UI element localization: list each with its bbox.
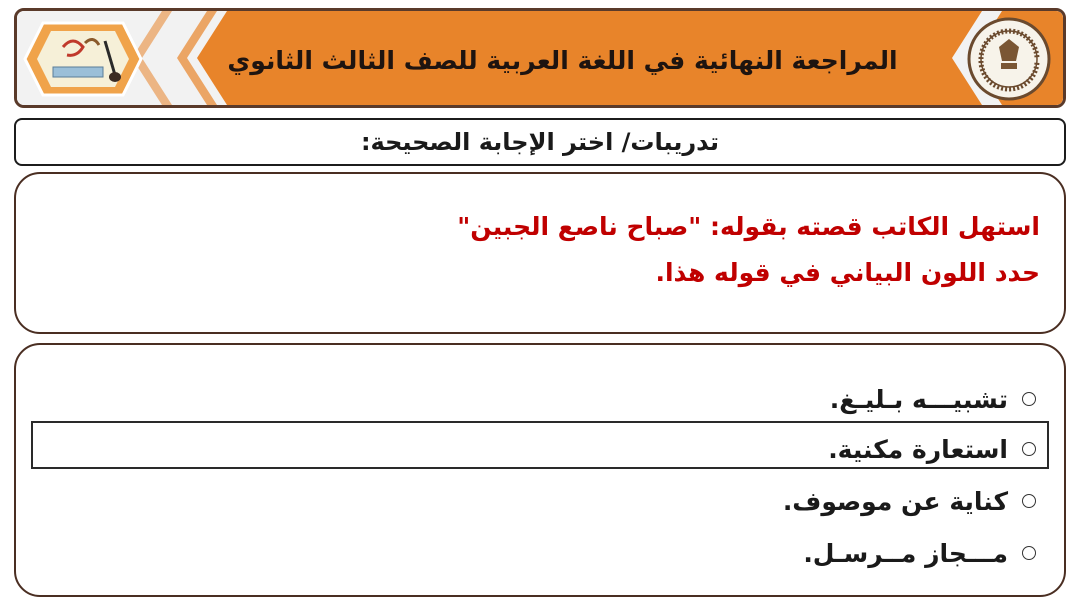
answer-option-4[interactable] xyxy=(803,531,1036,575)
question-line-2: حدد اللون البياني في قوله هذا. xyxy=(655,258,1040,287)
answer-option-2[interactable] xyxy=(828,427,1036,471)
answer-option-label: تشبيـــه بـليـغ. xyxy=(829,384,1008,414)
radio-circle-icon[interactable] xyxy=(1022,494,1036,508)
answer-option-1[interactable] xyxy=(830,377,1036,421)
radio-circle-icon[interactable] xyxy=(1022,392,1036,406)
header-banner xyxy=(14,8,1066,108)
answer-options-panel xyxy=(14,343,1066,597)
answer-option-label: استعارة مكنية. xyxy=(828,434,1008,464)
radio-circle-icon[interactable] xyxy=(1022,546,1036,560)
instruction-bar xyxy=(14,118,1066,166)
answer-option-label: كناية عن موصوف. xyxy=(782,486,1008,516)
radio-circle-icon[interactable] xyxy=(1022,442,1036,456)
ministry-seal-icon xyxy=(967,17,1051,101)
question-line-1: استهل الكاتب قصته بقوله: "صباح ناصع الجبين" xyxy=(457,212,1040,241)
question-panel xyxy=(14,172,1066,334)
instruction-text: تدريبات/ اختر الإجابة الصحيحة: xyxy=(360,128,720,156)
answer-option-label: مـــجاز مــرسـل. xyxy=(803,538,1008,568)
answer-option-3[interactable] xyxy=(783,479,1036,523)
quill-book-logo-icon xyxy=(23,17,143,101)
header-title: المراجعة النهائية في اللغة العربية للصف الثالث الثانوي xyxy=(227,46,898,75)
